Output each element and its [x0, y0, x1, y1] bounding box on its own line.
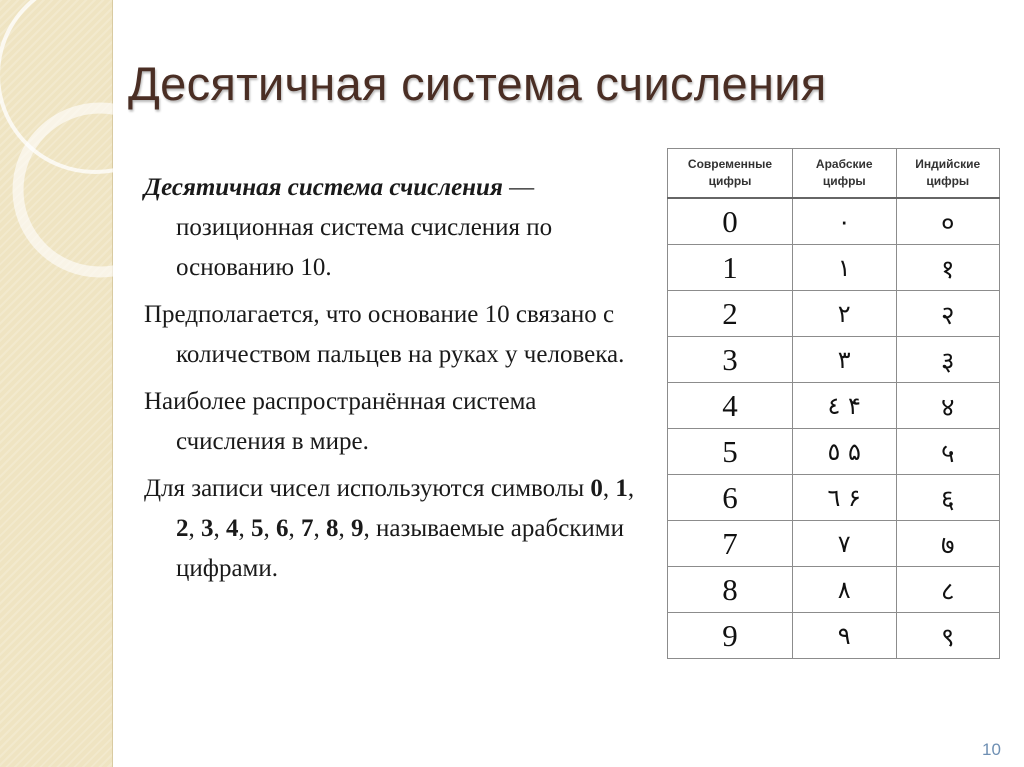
digit-symbol: 3 — [201, 515, 214, 542]
indian-digit-cell: ६ — [896, 475, 1000, 521]
table-row — [668, 337, 1000, 383]
arabic-digit-cell: ٠ — [793, 198, 897, 245]
modern-digit-cell: 3 — [668, 337, 793, 383]
header-arabic-digits: Арабские цифры — [793, 149, 897, 199]
symbols-outro: называемые арабскими цифрами. — [176, 515, 625, 582]
digit-symbol: 6 — [276, 515, 289, 542]
digit-symbol: 5 — [251, 515, 264, 542]
modern-digit-cell: 4 — [668, 383, 793, 429]
table-row — [668, 383, 1000, 429]
symbols-paragraph: Для записи чисел используются символы 0, 1, 2, 3, 4, 5, 6, 7, 8, 9, называемые арабскими цифрами. — [144, 475, 635, 582]
modern-digit-cell: 2 — [668, 291, 793, 337]
indian-digit-cell: ८ — [896, 567, 1000, 613]
slide-body — [144, 168, 644, 596]
arabic-digit-cell: ١ — [793, 245, 897, 291]
indian-digit-cell: ० — [896, 198, 1000, 245]
modern-digit-cell: 0 — [668, 198, 793, 245]
indian-digit-cell: २ — [896, 291, 1000, 337]
table-row — [668, 198, 1000, 245]
digit-symbol: 1 — [615, 475, 628, 502]
indian-digit-cell: ३ — [896, 337, 1000, 383]
modern-digit-cell: 6 — [668, 475, 793, 521]
arabic-digit-cell: ٧ — [793, 521, 897, 567]
table-row — [668, 521, 1000, 567]
table-row — [668, 245, 1000, 291]
table-row — [668, 291, 1000, 337]
table-row — [668, 429, 1000, 475]
table-row — [668, 613, 1000, 659]
indian-digit-cell: ५ — [896, 429, 1000, 475]
digits-comparison-table — [667, 148, 1000, 659]
symbols-intro: Для записи чисел используются символы — [144, 475, 591, 502]
digit-symbol: 2 — [176, 515, 189, 542]
slide-title: Десятичная система счисления — [128, 57, 827, 110]
header-indian-digits: Индийские цифры — [896, 149, 1000, 199]
modern-digit-cell: 1 — [668, 245, 793, 291]
modern-digit-cell: 9 — [668, 613, 793, 659]
digit-symbol: 9 — [351, 515, 364, 542]
arabic-digit-cell: ٨ — [793, 567, 897, 613]
prevalence-paragraph: Наиболее распространённая система счисления в мире. — [144, 388, 537, 455]
table-header-row — [668, 149, 1000, 199]
table-row — [668, 567, 1000, 613]
definition-term: Десятичная система счисления — [144, 174, 503, 201]
digit-symbol: 4 — [226, 515, 239, 542]
indian-digit-cell: ४ — [896, 383, 1000, 429]
modern-digit-cell: 5 — [668, 429, 793, 475]
header-modern-digits: Современные цифры — [668, 149, 793, 199]
arabic-digit-cell: ٣ — [793, 337, 897, 383]
table-row — [668, 475, 1000, 521]
definition-text: — позиционная система счисления по основанию 10. — [176, 174, 553, 281]
origin-paragraph: Предполагается, что основание 10 связано с количеством пальцев на руках у человека. — [144, 301, 625, 368]
arabic-digit-cell: ٤ ۴ — [793, 383, 897, 429]
modern-digit-cell: 7 — [668, 521, 793, 567]
indian-digit-cell: १ — [896, 245, 1000, 291]
digit-symbol: 0 — [590, 475, 603, 502]
arabic-digit-cell: ٢ — [793, 291, 897, 337]
indian-digit-cell: ७ — [896, 521, 1000, 567]
arabic-digit-cell: ٩ — [793, 613, 897, 659]
arabic-digit-cell: ٥ ۵ — [793, 429, 897, 475]
modern-digit-cell: 8 — [668, 567, 793, 613]
page-number: 10 — [982, 740, 1001, 759]
indian-digit-cell: ९ — [896, 613, 1000, 659]
digit-symbol: 7 — [301, 515, 314, 542]
digit-symbol: 8 — [326, 515, 339, 542]
arabic-digit-cell: ٦ ۶ — [793, 475, 897, 521]
definition-paragraph — [144, 168, 644, 288]
